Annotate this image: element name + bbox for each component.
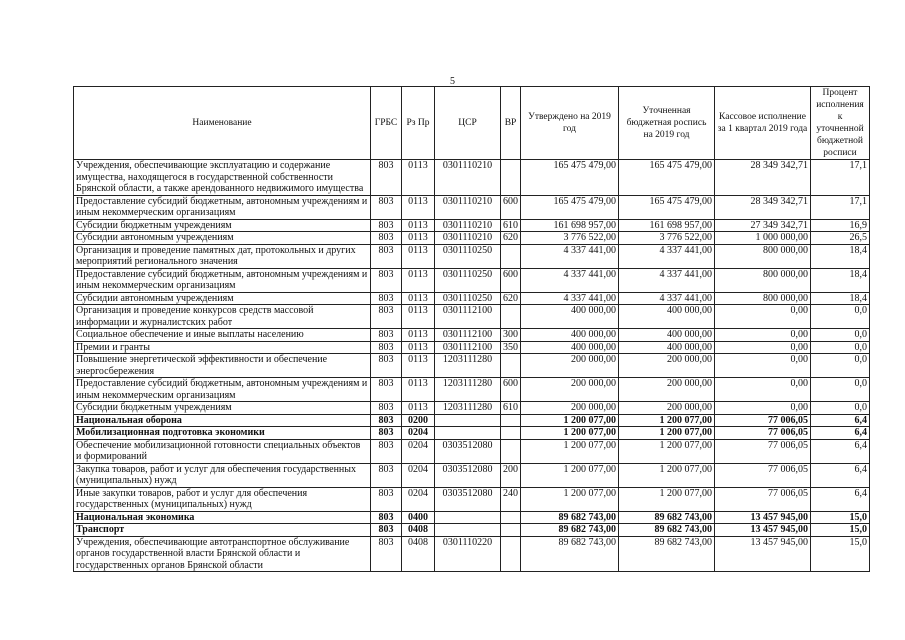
cell-percent: 0,0 bbox=[811, 402, 870, 415]
table-row bbox=[74, 427, 870, 440]
cell-vr: 600 bbox=[501, 195, 521, 219]
cell-approved: 400 000,00 bbox=[521, 341, 619, 354]
cell-refined: 400 000,00 bbox=[619, 305, 715, 329]
cell-csr: 0301110250 bbox=[435, 292, 501, 305]
cell-grbs: 803 bbox=[371, 463, 402, 487]
cell-cash: 77 006,05 bbox=[715, 427, 811, 440]
cell-approved: 4 337 441,00 bbox=[521, 292, 619, 305]
cell-refined: 400 000,00 bbox=[619, 341, 715, 354]
cell-rz-pr: 0113 bbox=[402, 305, 435, 329]
table-row bbox=[74, 219, 870, 232]
cell-cash: 0,00 bbox=[715, 354, 811, 378]
cell-rz-pr: 0113 bbox=[402, 329, 435, 342]
cell-grbs: 803 bbox=[371, 427, 402, 440]
cell-refined: 3 776 522,00 bbox=[619, 232, 715, 245]
cell-refined: 89 682 743,00 bbox=[619, 524, 715, 537]
cell-grbs: 803 bbox=[371, 414, 402, 427]
cell-percent: 6,4 bbox=[811, 439, 870, 463]
cell-grbs: 803 bbox=[371, 244, 402, 268]
cell-percent: 18,4 bbox=[811, 244, 870, 268]
cell-cash: 77 006,05 bbox=[715, 487, 811, 511]
cell-rz-pr: 0113 bbox=[402, 232, 435, 245]
cell-csr: 0301110250 bbox=[435, 244, 501, 268]
cell-refined: 161 698 957,00 bbox=[619, 219, 715, 232]
cell-grbs: 803 bbox=[371, 329, 402, 342]
cell-approved: 89 682 743,00 bbox=[521, 536, 619, 572]
cell-vr: 600 bbox=[501, 268, 521, 292]
cell-percent: 6,4 bbox=[811, 414, 870, 427]
cell-grbs: 803 bbox=[371, 305, 402, 329]
header-percent: Процент исполнения к уточненной бюджетной росписи bbox=[811, 87, 870, 160]
cell-rz-pr: 0113 bbox=[402, 402, 435, 415]
cell-cash: 0,00 bbox=[715, 341, 811, 354]
cell-grbs: 803 bbox=[371, 160, 402, 196]
cell-vr: 350 bbox=[501, 341, 521, 354]
cell-grbs: 803 bbox=[371, 402, 402, 415]
cell-grbs: 803 bbox=[371, 232, 402, 245]
cell-name: Обеспечение мобилизационной готовности специальных объектов и формирований bbox=[74, 439, 371, 463]
table-body bbox=[74, 160, 870, 572]
cell-percent: 0,0 bbox=[811, 305, 870, 329]
cell-cash: 800 000,00 bbox=[715, 292, 811, 305]
cell-rz-pr: 0204 bbox=[402, 463, 435, 487]
table-row bbox=[74, 524, 870, 537]
cell-vr bbox=[501, 511, 521, 524]
cell-grbs: 803 bbox=[371, 378, 402, 402]
cell-name: Субсидии автономным учреждениям bbox=[74, 292, 371, 305]
cell-approved: 4 337 441,00 bbox=[521, 268, 619, 292]
cell-approved: 89 682 743,00 bbox=[521, 524, 619, 537]
cell-name: Национальная оборона bbox=[74, 414, 371, 427]
cell-csr: 0303512080 bbox=[435, 487, 501, 511]
cell-percent: 15,0 bbox=[811, 536, 870, 572]
cell-grbs: 803 bbox=[371, 524, 402, 537]
cell-cash: 0,00 bbox=[715, 329, 811, 342]
cell-approved: 89 682 743,00 bbox=[521, 511, 619, 524]
cell-refined: 400 000,00 bbox=[619, 329, 715, 342]
cell-rz-pr: 0113 bbox=[402, 195, 435, 219]
cell-name: Субсидии автономным учреждениям bbox=[74, 232, 371, 245]
cell-rz-pr: 0200 bbox=[402, 414, 435, 427]
cell-approved: 1 200 077,00 bbox=[521, 487, 619, 511]
table-row bbox=[74, 341, 870, 354]
page-number: 5 bbox=[450, 76, 455, 87]
cell-csr: 0301110210 bbox=[435, 219, 501, 232]
cell-vr bbox=[501, 414, 521, 427]
cell-grbs: 803 bbox=[371, 195, 402, 219]
table-row bbox=[74, 439, 870, 463]
cell-refined: 1 200 077,00 bbox=[619, 463, 715, 487]
table-row bbox=[74, 536, 870, 572]
cell-name: Повышение энергетической эффективности и обеспечение энергосбережения bbox=[74, 354, 371, 378]
table-header-row bbox=[74, 87, 870, 160]
cell-vr bbox=[501, 160, 521, 196]
cell-rz-pr: 0400 bbox=[402, 511, 435, 524]
header-cash: Кассовое исполнение за 1 квартал 2019 года bbox=[715, 87, 811, 160]
table-row bbox=[74, 292, 870, 305]
cell-csr bbox=[435, 427, 501, 440]
cell-csr: 0301112100 bbox=[435, 305, 501, 329]
cell-refined: 4 337 441,00 bbox=[619, 244, 715, 268]
table-row bbox=[74, 402, 870, 415]
cell-grbs: 803 bbox=[371, 354, 402, 378]
cell-refined: 89 682 743,00 bbox=[619, 511, 715, 524]
cell-vr: 240 bbox=[501, 487, 521, 511]
cell-rz-pr: 0113 bbox=[402, 160, 435, 196]
cell-approved: 400 000,00 bbox=[521, 305, 619, 329]
cell-grbs: 803 bbox=[371, 439, 402, 463]
cell-percent: 0,0 bbox=[811, 378, 870, 402]
cell-grbs: 803 bbox=[371, 487, 402, 511]
cell-approved: 165 475 479,00 bbox=[521, 160, 619, 196]
table-row bbox=[74, 511, 870, 524]
table-row bbox=[74, 244, 870, 268]
cell-approved: 1 200 077,00 bbox=[521, 427, 619, 440]
cell-name: Субсидии бюджетным учреждениям bbox=[74, 219, 371, 232]
cell-approved: 1 200 077,00 bbox=[521, 414, 619, 427]
header-approved: Утверждено на 2019 год bbox=[521, 87, 619, 160]
cell-csr bbox=[435, 511, 501, 524]
cell-vr: 610 bbox=[501, 219, 521, 232]
cell-rz-pr: 0408 bbox=[402, 524, 435, 537]
cell-grbs: 803 bbox=[371, 219, 402, 232]
cell-refined: 165 475 479,00 bbox=[619, 195, 715, 219]
cell-approved: 400 000,00 bbox=[521, 329, 619, 342]
cell-csr: 1203111280 bbox=[435, 354, 501, 378]
cell-csr: 0301110250 bbox=[435, 268, 501, 292]
cell-name: Предоставление субсидий бюджетным, автономным учреждениям и иным некоммерческим организациям bbox=[74, 378, 371, 402]
cell-vr bbox=[501, 305, 521, 329]
table-row bbox=[74, 232, 870, 245]
header-grbs: ГРБС bbox=[371, 87, 402, 160]
cell-percent: 18,4 bbox=[811, 292, 870, 305]
cell-vr: 300 bbox=[501, 329, 521, 342]
cell-vr: 200 bbox=[501, 463, 521, 487]
cell-name: Предоставление субсидий бюджетным, автономным учреждениям и иным некоммерческим организациям bbox=[74, 268, 371, 292]
cell-cash: 800 000,00 bbox=[715, 244, 811, 268]
cell-percent: 17,1 bbox=[811, 195, 870, 219]
cell-approved: 1 200 077,00 bbox=[521, 439, 619, 463]
cell-name: Предоставление субсидий бюджетным, автономным учреждениям и иным некоммерческим организациям bbox=[74, 195, 371, 219]
cell-refined: 1 200 077,00 bbox=[619, 414, 715, 427]
cell-refined: 89 682 743,00 bbox=[619, 536, 715, 572]
cell-csr: 0303512080 bbox=[435, 439, 501, 463]
cell-cash: 13 457 945,00 bbox=[715, 524, 811, 537]
cell-csr: 0301110210 bbox=[435, 232, 501, 245]
cell-refined: 1 200 077,00 bbox=[619, 487, 715, 511]
cell-vr: 600 bbox=[501, 378, 521, 402]
header-rz-pr: Рз Пр bbox=[402, 87, 435, 160]
cell-cash: 28 349 342,71 bbox=[715, 160, 811, 196]
cell-cash: 800 000,00 bbox=[715, 268, 811, 292]
cell-vr bbox=[501, 536, 521, 572]
cell-refined: 200 000,00 bbox=[619, 402, 715, 415]
cell-grbs: 803 bbox=[371, 268, 402, 292]
cell-grbs: 803 bbox=[371, 536, 402, 572]
cell-percent: 0,0 bbox=[811, 329, 870, 342]
cell-vr bbox=[501, 244, 521, 268]
table-row bbox=[74, 329, 870, 342]
cell-cash: 77 006,05 bbox=[715, 463, 811, 487]
cell-vr: 620 bbox=[501, 292, 521, 305]
table-row bbox=[74, 378, 870, 402]
cell-name: Закупка товаров, работ и услуг для обеспечения государственных (муниципальных) нужд bbox=[74, 463, 371, 487]
cell-csr: 1203111280 bbox=[435, 402, 501, 415]
cell-approved: 200 000,00 bbox=[521, 354, 619, 378]
cell-percent: 0,0 bbox=[811, 354, 870, 378]
cell-percent: 15,0 bbox=[811, 524, 870, 537]
cell-approved: 200 000,00 bbox=[521, 402, 619, 415]
budget-execution-table bbox=[73, 86, 870, 572]
cell-csr: 0303512080 bbox=[435, 463, 501, 487]
cell-vr: 620 bbox=[501, 232, 521, 245]
cell-cash: 1 000 000,00 bbox=[715, 232, 811, 245]
cell-rz-pr: 0204 bbox=[402, 439, 435, 463]
cell-rz-pr: 0113 bbox=[402, 268, 435, 292]
header-csr: ЦСР bbox=[435, 87, 501, 160]
cell-percent: 15,0 bbox=[811, 511, 870, 524]
cell-cash: 13 457 945,00 bbox=[715, 536, 811, 572]
cell-percent: 26,5 bbox=[811, 232, 870, 245]
table-row bbox=[74, 354, 870, 378]
cell-name: Мобилизационная подготовка экономики bbox=[74, 427, 371, 440]
cell-name: Социальное обеспечение и иные выплаты населению bbox=[74, 329, 371, 342]
cell-cash: 0,00 bbox=[715, 305, 811, 329]
cell-name: Организация и проведение конкурсов средств массовой информации и журналистских работ bbox=[74, 305, 371, 329]
cell-percent: 6,4 bbox=[811, 427, 870, 440]
cell-cash: 13 457 945,00 bbox=[715, 511, 811, 524]
cell-vr bbox=[501, 439, 521, 463]
cell-refined: 200 000,00 bbox=[619, 378, 715, 402]
cell-rz-pr: 0204 bbox=[402, 487, 435, 511]
cell-csr bbox=[435, 524, 501, 537]
cell-refined: 1 200 077,00 bbox=[619, 439, 715, 463]
cell-cash: 27 349 342,71 bbox=[715, 219, 811, 232]
cell-refined: 165 475 479,00 bbox=[619, 160, 715, 196]
table-row bbox=[74, 487, 870, 511]
cell-grbs: 803 bbox=[371, 341, 402, 354]
cell-refined: 4 337 441,00 bbox=[619, 268, 715, 292]
cell-name: Субсидии бюджетным учреждениям bbox=[74, 402, 371, 415]
cell-csr: 0301110210 bbox=[435, 195, 501, 219]
table-row bbox=[74, 195, 870, 219]
cell-cash: 77 006,05 bbox=[715, 439, 811, 463]
cell-percent: 17,1 bbox=[811, 160, 870, 196]
table-row bbox=[74, 305, 870, 329]
cell-csr: 1203111280 bbox=[435, 378, 501, 402]
cell-grbs: 803 bbox=[371, 292, 402, 305]
cell-csr: 0301110220 bbox=[435, 536, 501, 572]
table-row bbox=[74, 268, 870, 292]
cell-vr bbox=[501, 354, 521, 378]
cell-percent: 6,4 bbox=[811, 487, 870, 511]
cell-rz-pr: 0204 bbox=[402, 427, 435, 440]
cell-csr: 0301112100 bbox=[435, 329, 501, 342]
cell-approved: 165 475 479,00 bbox=[521, 195, 619, 219]
cell-percent: 6,4 bbox=[811, 463, 870, 487]
cell-rz-pr: 0113 bbox=[402, 341, 435, 354]
cell-approved: 4 337 441,00 bbox=[521, 244, 619, 268]
cell-csr bbox=[435, 414, 501, 427]
header-name: Наименование bbox=[74, 87, 371, 160]
cell-refined: 1 200 077,00 bbox=[619, 427, 715, 440]
cell-rz-pr: 0113 bbox=[402, 244, 435, 268]
cell-rz-pr: 0113 bbox=[402, 219, 435, 232]
cell-approved: 200 000,00 bbox=[521, 378, 619, 402]
cell-percent: 16,9 bbox=[811, 219, 870, 232]
table-row bbox=[74, 414, 870, 427]
cell-grbs: 803 bbox=[371, 511, 402, 524]
header-refined: Уточненная бюджетная роспись на 2019 год bbox=[619, 87, 715, 160]
cell-name: Учреждения, обеспечивающие эксплуатацию и содержание имущества, находящегося в государственной собственности Брянской области, а также арендованного недвижимого имущества bbox=[74, 160, 371, 196]
cell-name: Организация и проведение памятных дат, протокольных и других мероприятий регионального значения bbox=[74, 244, 371, 268]
cell-name: Учреждения, обеспечивающие автотранспортное обслуживание органов государственной власти Брянской области и государственных органов Брянской области bbox=[74, 536, 371, 572]
cell-refined: 4 337 441,00 bbox=[619, 292, 715, 305]
cell-rz-pr: 0113 bbox=[402, 292, 435, 305]
cell-percent: 18,4 bbox=[811, 268, 870, 292]
cell-cash: 0,00 bbox=[715, 378, 811, 402]
cell-approved: 3 776 522,00 bbox=[521, 232, 619, 245]
cell-cash: 77 006,05 bbox=[715, 414, 811, 427]
cell-vr bbox=[501, 524, 521, 537]
cell-vr bbox=[501, 427, 521, 440]
cell-name: Транспорт bbox=[74, 524, 371, 537]
cell-percent: 0,0 bbox=[811, 341, 870, 354]
cell-approved: 1 200 077,00 bbox=[521, 463, 619, 487]
cell-rz-pr: 0113 bbox=[402, 354, 435, 378]
cell-vr: 610 bbox=[501, 402, 521, 415]
cell-name: Иные закупки товаров, работ и услуг для обеспечения государственных (муниципальных) нужд bbox=[74, 487, 371, 511]
cell-cash: 28 349 342,71 bbox=[715, 195, 811, 219]
cell-csr: 0301110210 bbox=[435, 160, 501, 196]
cell-approved: 161 698 957,00 bbox=[521, 219, 619, 232]
cell-csr: 0301112100 bbox=[435, 341, 501, 354]
cell-rz-pr: 0408 bbox=[402, 536, 435, 572]
cell-rz-pr: 0113 bbox=[402, 378, 435, 402]
cell-name: Национальная экономика bbox=[74, 511, 371, 524]
table-row bbox=[74, 463, 870, 487]
header-vr: ВР bbox=[501, 87, 521, 160]
cell-refined: 200 000,00 bbox=[619, 354, 715, 378]
table-row bbox=[74, 160, 870, 196]
cell-cash: 0,00 bbox=[715, 402, 811, 415]
cell-name: Премии и гранты bbox=[74, 341, 371, 354]
